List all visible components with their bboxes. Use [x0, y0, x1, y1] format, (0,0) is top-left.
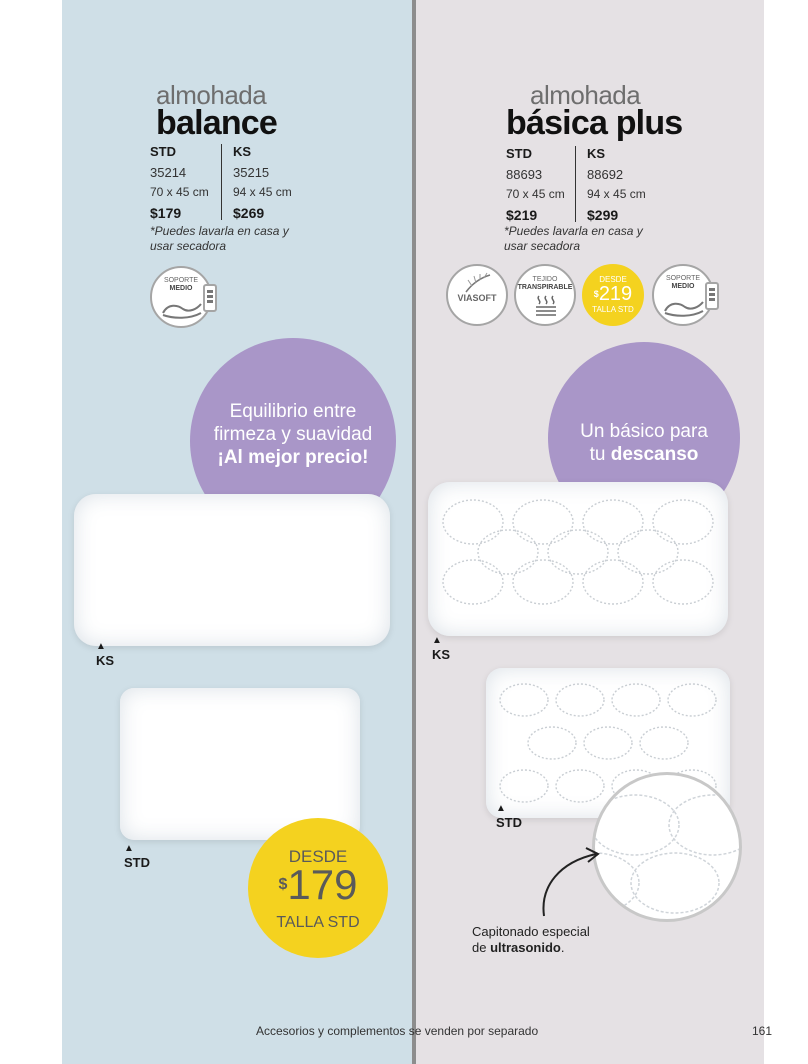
- marker-label: KS: [432, 647, 451, 662]
- badge-desde: DESDE: [599, 275, 627, 284]
- right-title-big: básica plus: [506, 104, 683, 142]
- caption-line2-bold: ultrasonido: [490, 940, 561, 955]
- ks-size-marker: [96, 640, 114, 668]
- std-code: 35214: [150, 165, 187, 180]
- badge-line2: MEDIO: [169, 285, 193, 292]
- std-size: 70 x 45 cm: [150, 185, 209, 199]
- caption-line2-end: .: [560, 940, 565, 955]
- price-amount: 179: [287, 861, 358, 908]
- claim-line2-bold: descanso: [610, 444, 699, 465]
- spec-separator: [221, 144, 222, 220]
- support-medium-badge: [150, 266, 212, 328]
- claim-line3: ¡Al mejor precio!: [217, 447, 369, 468]
- ks-code: 35215: [233, 165, 270, 180]
- ks-header: KS: [233, 144, 252, 159]
- badge-amount: 219: [598, 283, 633, 305]
- caption-line2-plain: de: [472, 940, 491, 955]
- badge-line2: MEDIO: [671, 283, 695, 290]
- marker-triangle-icon: ▲: [96, 641, 106, 652]
- std-pillow-image: [120, 688, 360, 840]
- left-std-specs: [150, 144, 230, 221]
- feather-icon: [462, 272, 494, 294]
- std-price: $179: [150, 205, 182, 221]
- panel-divider: [412, 0, 416, 1064]
- support-medium-badge: [652, 264, 714, 326]
- ks-size: 94 x 45 cm: [233, 185, 292, 199]
- right-ks-specs: [587, 146, 667, 223]
- ks-size: 94 x 45 cm: [587, 187, 646, 201]
- viasoft-label: VIASOFT: [457, 293, 497, 303]
- quilting-detail-zoom: [592, 772, 742, 922]
- caption-line2: [472, 940, 590, 956]
- pillow-firmness-icon: [662, 292, 706, 318]
- page-number: 161: [752, 1024, 773, 1038]
- claim-line2: firmeza y suavidad: [213, 424, 373, 445]
- ks-code: 88692: [587, 167, 624, 182]
- right-title-small: almohada: [530, 80, 641, 110]
- ks-pillow-image: [74, 494, 390, 646]
- ks-size-marker: [432, 634, 450, 662]
- caption-line1: Capitonado especial: [472, 924, 590, 939]
- ks-header: KS: [587, 146, 606, 161]
- quilted-pattern: [438, 492, 718, 626]
- curved-arrow-icon: [536, 846, 608, 918]
- price-desde: DESDE: [288, 847, 348, 866]
- firmness-scale-icon: [705, 282, 719, 310]
- marker-label: STD: [124, 855, 150, 870]
- left-wash-note: *Puedes lavarla en casa y usar secadora: [150, 224, 289, 253]
- tejido-line2: TRANSPIRABLE: [517, 284, 573, 291]
- std-size-marker: [496, 802, 522, 830]
- ks-price: $269: [233, 205, 265, 221]
- breathable-fabric-badge: [514, 264, 576, 326]
- pillow-firmness-icon: [160, 294, 204, 320]
- marker-triangle-icon: ▲: [496, 803, 506, 814]
- claim-line1: Equilibrio entre: [229, 401, 357, 422]
- ks-price: $299: [587, 207, 619, 223]
- left-title-big: balance: [156, 104, 278, 142]
- marker-label: KS: [96, 653, 115, 668]
- price-badge: [582, 264, 644, 326]
- marker-triangle-icon: ▲: [124, 843, 134, 854]
- price-talla: TALLA STD: [276, 914, 360, 931]
- ultrasound-quilting-caption: [472, 924, 590, 956]
- left-title-small: almohada: [156, 80, 267, 110]
- left-ks-specs: [233, 144, 313, 221]
- right-std-specs: [506, 146, 586, 223]
- std-size: 70 x 45 cm: [506, 187, 565, 201]
- footer-disclaimer: Accesorios y complementos se venden por separado: [256, 1024, 539, 1038]
- badge-line1: SOPORTE: [163, 277, 199, 284]
- quilted-detail-pattern: [595, 775, 739, 919]
- badge-currency: $: [593, 289, 599, 299]
- claim-line2-plain: tu: [589, 444, 611, 465]
- viasoft-badge: [446, 264, 508, 326]
- badge-line1: SOPORTE: [665, 275, 701, 282]
- left-price-circle: [248, 818, 388, 958]
- price-value: [248, 861, 388, 914]
- std-code: 88693: [506, 167, 543, 182]
- right-wash-note: *Puedes lavarla en casa y usar secadora: [504, 224, 643, 253]
- claim-line1: Un básico para: [580, 421, 708, 442]
- price-currency: $: [278, 876, 288, 893]
- std-size-marker: [124, 842, 150, 870]
- tejido-line1: TEJIDO: [532, 276, 558, 283]
- claim-line2: [548, 443, 740, 466]
- ks-quilted-pillow-image: [428, 482, 728, 636]
- spec-separator: [575, 146, 576, 222]
- std-price: $219: [506, 207, 538, 223]
- air-flow-icon: [534, 294, 558, 318]
- firmness-scale-icon: [203, 284, 217, 312]
- badge-talla: TALLA STD: [592, 305, 634, 314]
- std-header: STD: [506, 146, 532, 161]
- marker-label: STD: [496, 815, 522, 830]
- marker-triangle-icon: ▲: [432, 635, 442, 646]
- badge-price: [584, 284, 642, 306]
- std-header: STD: [150, 144, 176, 159]
